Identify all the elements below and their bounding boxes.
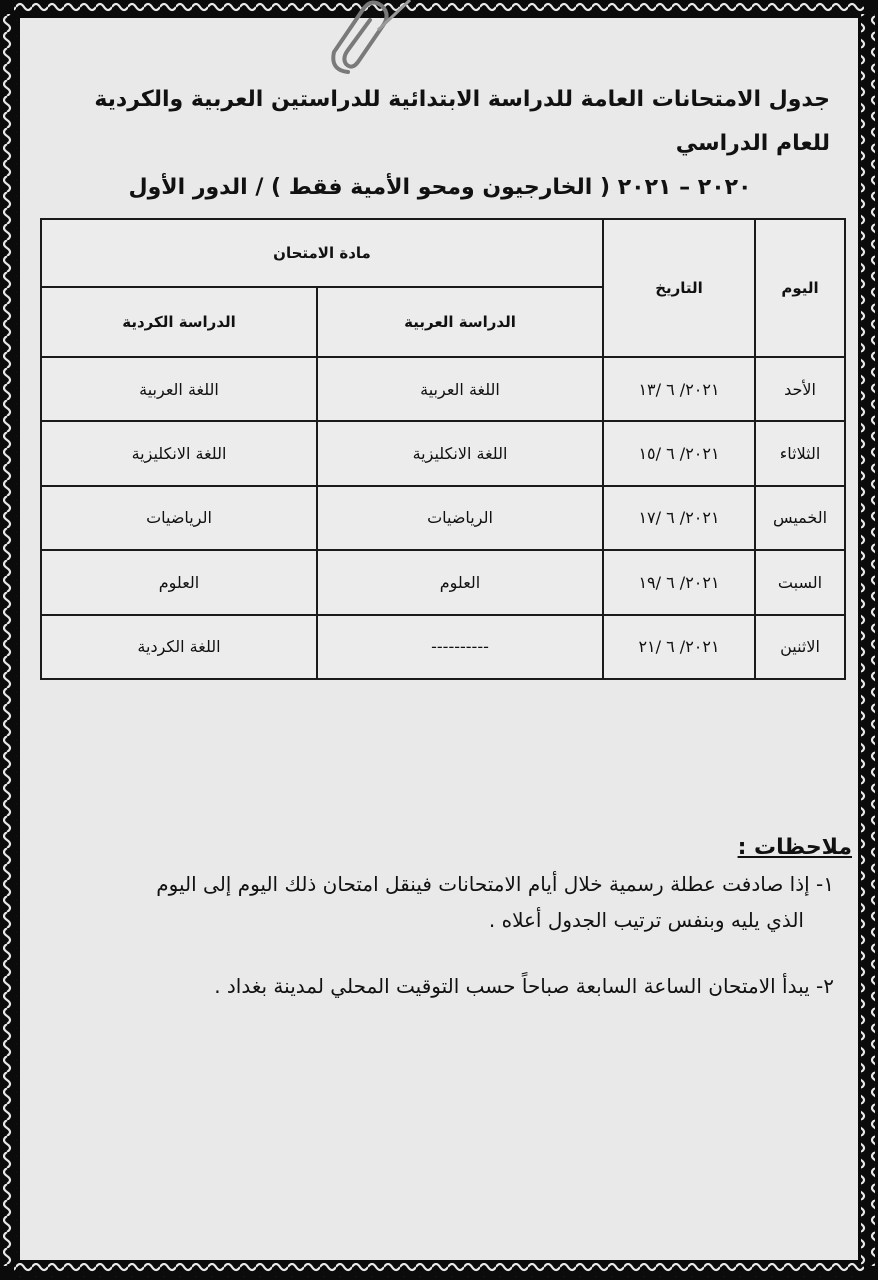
header-arabic-study: الدراسة العربية xyxy=(317,287,603,357)
table-row xyxy=(41,615,845,679)
note-item-1-line-1: ١- إذا صادفت عطلة رسمية خلال أيام الامتحانات فينقل امتحان ذلك اليوم إلى اليوم xyxy=(156,872,834,896)
cell-day: الاثنين xyxy=(755,615,845,679)
cell-kurdish: اللغة الكردية xyxy=(41,615,317,679)
cell-date: ٢٠٢١/ ٦ /١٧ xyxy=(603,486,755,550)
cell-kurdish: العلوم xyxy=(41,550,317,614)
cell-kurdish: اللغة الانكليزية xyxy=(41,421,317,485)
cell-arabic: اللغة الانكليزية xyxy=(317,421,603,485)
header-subject: مادة الامتحان xyxy=(41,219,603,287)
note-item-1-line-2: الذي يليه وبنفس ترتيب الجدول أعلاه . xyxy=(488,908,804,932)
table-row xyxy=(41,421,845,485)
notes-section xyxy=(60,830,852,1004)
title-line-1: جدول الامتحانات العامة للدراسة الابتدائية للدراستين العربية والكردية للعام الدراسي xyxy=(94,87,830,156)
cell-arabic: اللغة العربية xyxy=(317,357,603,421)
header-day: اليوم xyxy=(755,219,845,357)
cell-arabic: العلوم xyxy=(317,550,603,614)
cell-date: ٢٠٢١/ ٦ /١٥ xyxy=(603,421,755,485)
document-title xyxy=(40,78,840,210)
header-kurdish-study: الدراسة الكردية xyxy=(41,287,317,357)
paperclip-icon xyxy=(318,0,428,80)
table-row xyxy=(41,486,845,550)
note-item-2: ٢- يبدأ الامتحان الساعة السابعة صباحاً حسب التوقيت المحلي لمدينة بغداد . xyxy=(214,974,834,998)
title-line-2: ٢٠٢٠ – ٢٠٢١ ( الخارجيون ومحو الأمية فقط ) / الدور الأول xyxy=(128,175,752,200)
cell-arabic: ---------- xyxy=(317,615,603,679)
cell-day: الثلاثاء xyxy=(755,421,845,485)
cell-kurdish: اللغة العربية xyxy=(41,357,317,421)
cell-date: ٢٠٢١/ ٦ /٢١ xyxy=(603,615,755,679)
table-row xyxy=(41,550,845,614)
notes-heading: ملاحظات : xyxy=(737,835,852,860)
cell-kurdish: الرياضيات xyxy=(41,486,317,550)
cell-date: ٢٠٢١/ ٦ /١٩ xyxy=(603,550,755,614)
exam-schedule-table xyxy=(40,218,846,680)
cell-day: السبت xyxy=(755,550,845,614)
cell-day: الأحد xyxy=(755,357,845,421)
table-row xyxy=(41,357,845,421)
header-date: التاريخ xyxy=(603,219,755,357)
cell-arabic: الرياضيات xyxy=(317,486,603,550)
cell-date: ٢٠٢١/ ٦ /١٣ xyxy=(603,357,755,421)
cell-day: الخميس xyxy=(755,486,845,550)
